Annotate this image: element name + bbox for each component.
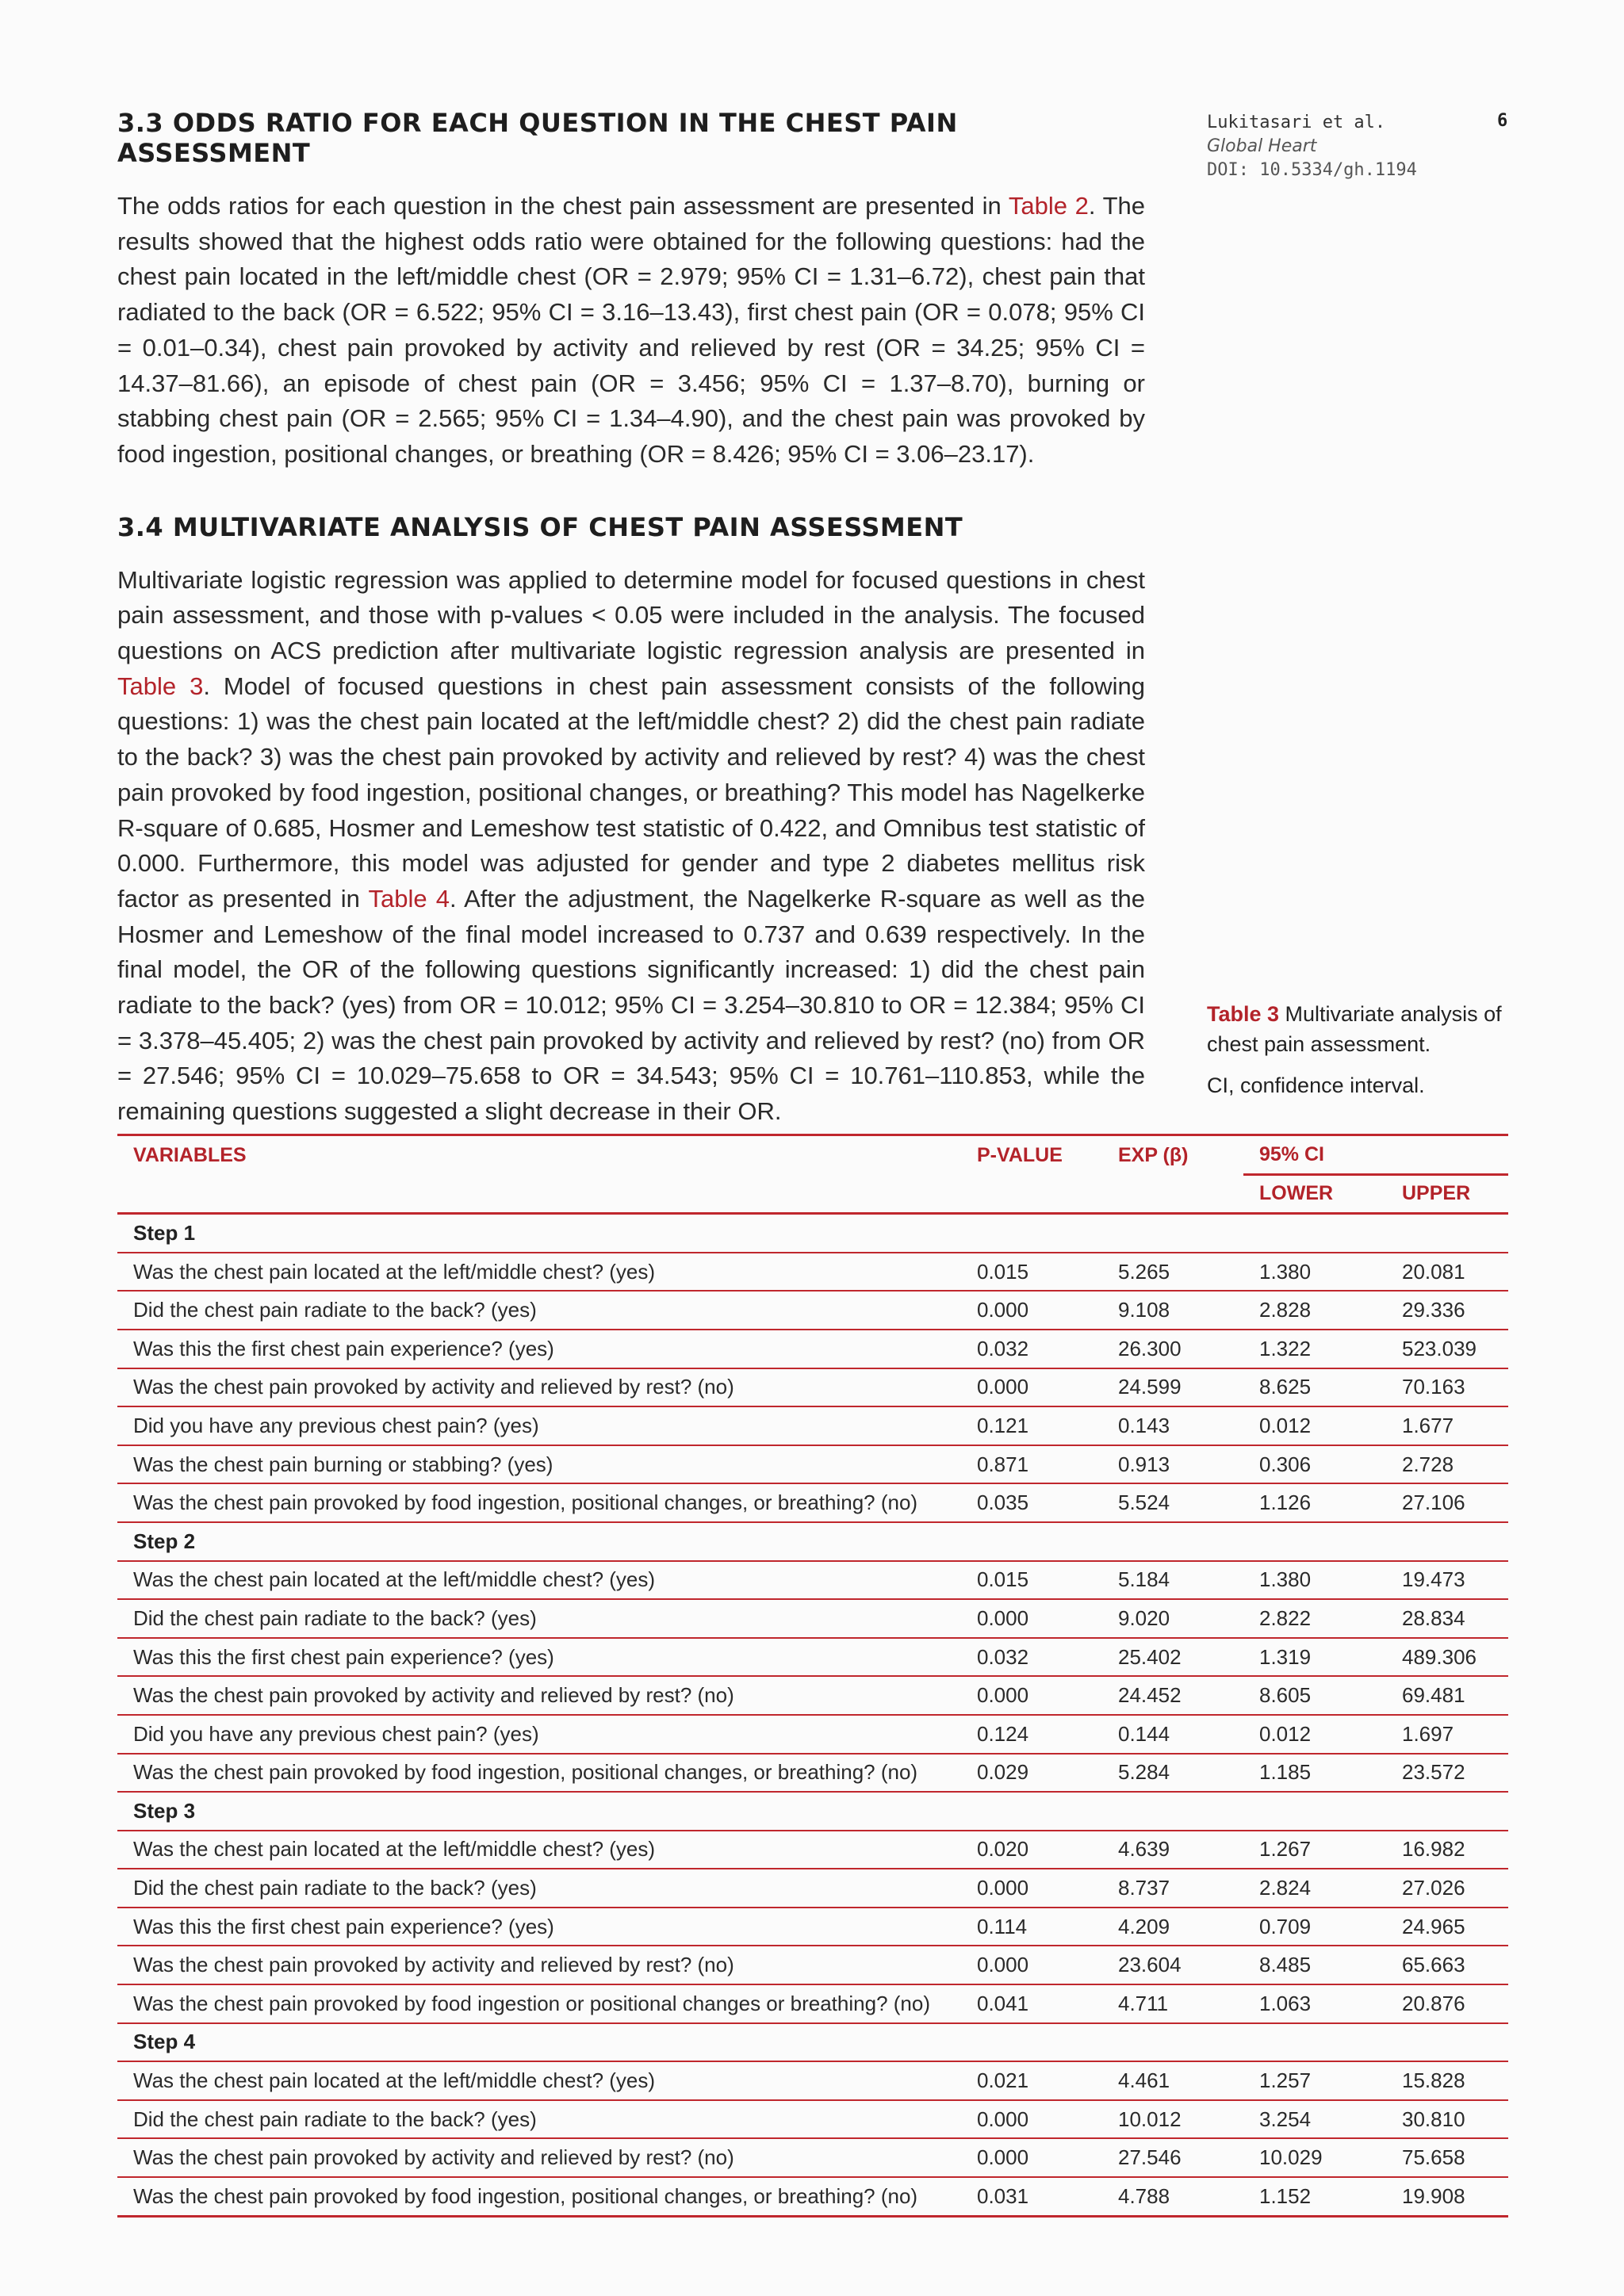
ci-lower-cell: 1.319 xyxy=(1243,1638,1386,1677)
p-value-cell: 0.871 xyxy=(961,1445,1102,1484)
p-value-cell: 0.121 xyxy=(961,1406,1102,1445)
exp-cell: 5.524 xyxy=(1102,1483,1243,1522)
table-row xyxy=(117,1330,1508,1368)
ci-lower-cell: 2.822 xyxy=(1243,1599,1386,1638)
table-row xyxy=(117,1406,1508,1445)
header-upper: UPPER xyxy=(1386,1174,1508,1214)
ci-upper-cell: 2.728 xyxy=(1386,1445,1508,1484)
caption-note: CI, confidence interval. xyxy=(1207,1073,1425,1097)
variable-cell: Was the chest pain provoked by food ingestion, positional changes, or breathing? (no) xyxy=(117,1483,961,1522)
journal-name: Global Heart xyxy=(1207,136,1317,156)
ci-upper-cell: 27.106 xyxy=(1386,1483,1508,1522)
table-row xyxy=(117,1599,1508,1638)
running-header xyxy=(1207,111,1510,182)
p-value-cell: 0.020 xyxy=(961,1831,1102,1869)
exp-cell: 26.300 xyxy=(1102,1330,1243,1368)
table-row xyxy=(117,2100,1508,2139)
variable-cell: Was the chest pain located at the left/middle chest? (yes) xyxy=(117,2061,961,2100)
exp-cell: 0.913 xyxy=(1102,1445,1243,1484)
exp-cell: 27.546 xyxy=(1102,2138,1243,2177)
caption-text: Multivariate analysis of chest pain assessment. xyxy=(1207,1002,1502,1056)
ci-upper-cell: 23.572 xyxy=(1386,1754,1508,1793)
ci-lower-cell: 2.828 xyxy=(1243,1291,1386,1330)
header-blank xyxy=(961,1174,1102,1214)
header-ci: 95% CI xyxy=(1243,1135,1508,1175)
ci-lower-cell: 1.126 xyxy=(1243,1483,1386,1522)
header-blank xyxy=(117,1174,961,1214)
ci-upper-cell: 65.663 xyxy=(1386,1946,1508,1984)
variable-cell: Did the chest pain radiate to the back? (yes) xyxy=(117,1599,961,1638)
paragraph-text: . The results showed that the highest odds ratio were obtained for the following questions: had the chest pain located in the left/middle chest (OR = 2.979; 95% CI = 1.31–6.72), chest pain that radiated to the back (OR = 6.522; 95% CI = 3.16–13.43), first chest pain (OR = 0.078; 95% CI = 0.01–0.34), chest pain provoked by activity and relieved by rest (OR = 34.25; 95% CI = 14.37–81.66), an episode of chest pain (OR = 3.456; 95% CI = 1.37–8.70), burning or stabbing chest pain (OR = 2.565; 95% CI = 1.34–4.90), and the chest pain was provoked by food ingestion, positional changes, or breathing (OR = 8.426; 95% CI = 3.06–23.17). xyxy=(117,192,1145,468)
ci-upper-cell: 20.876 xyxy=(1386,1984,1508,2023)
caption-label: Table 3 xyxy=(1207,1002,1280,1026)
p-value-cell: 0.124 xyxy=(961,1715,1102,1754)
step-row xyxy=(117,1522,1508,1561)
ci-upper-cell: 30.810 xyxy=(1386,2100,1508,2139)
exp-cell: 4.461 xyxy=(1102,2061,1243,2100)
ci-upper-cell: 19.908 xyxy=(1386,2177,1508,2216)
ci-upper-cell: 20.081 xyxy=(1386,1253,1508,1292)
ci-lower-cell: 2.824 xyxy=(1243,1869,1386,1908)
variable-cell: Was the chest pain provoked by food ingestion, positional changes, or breathing? (no) xyxy=(117,2177,961,2216)
table-3-link[interactable]: Table 3 xyxy=(117,672,204,700)
step-row xyxy=(117,1214,1508,1253)
p-value-cell: 0.029 xyxy=(961,1754,1102,1793)
table-row xyxy=(117,1908,1508,1946)
p-value-cell: 0.032 xyxy=(961,1330,1102,1368)
table-row xyxy=(117,1445,1508,1484)
table-row xyxy=(117,2061,1508,2100)
ci-upper-cell: 1.697 xyxy=(1386,1715,1508,1754)
variable-cell: Was the chest pain located at the left/middle chest? (yes) xyxy=(117,1253,961,1292)
paragraph-text: The odds ratios for each question in the chest pain assessment are presented in xyxy=(117,192,1009,220)
table-row xyxy=(117,1561,1508,1600)
variable-cell: Was the chest pain located at the left/middle chest? (yes) xyxy=(117,1561,961,1600)
exp-cell: 4.788 xyxy=(1102,2177,1243,2216)
table-row xyxy=(117,1869,1508,1908)
table-row xyxy=(117,1754,1508,1793)
variable-cell: Was this the first chest pain experience? (yes) xyxy=(117,1330,961,1368)
subheader-row xyxy=(117,1174,1508,1214)
step-label: Step 2 xyxy=(117,1522,1508,1561)
ci-upper-cell: 489.306 xyxy=(1386,1638,1508,1677)
step-label: Step 1 xyxy=(117,1214,1508,1253)
variable-cell: Was the chest pain provoked by activity and relieved by rest? (no) xyxy=(117,1946,961,1984)
table-caption xyxy=(1207,999,1516,1100)
ci-upper-cell: 70.163 xyxy=(1386,1368,1508,1407)
p-value-cell: 0.000 xyxy=(961,1946,1102,1984)
ci-upper-cell: 27.026 xyxy=(1386,1869,1508,1908)
ci-upper-cell: 1.677 xyxy=(1386,1406,1508,1445)
variable-cell: Was this the first chest pain experience? (yes) xyxy=(117,1638,961,1677)
ci-lower-cell: 8.605 xyxy=(1243,1676,1386,1715)
ci-lower-cell: 1.380 xyxy=(1243,1561,1386,1600)
exp-cell: 24.452 xyxy=(1102,1676,1243,1715)
p-value-cell: 0.000 xyxy=(961,1869,1102,1908)
ci-upper-cell: 75.658 xyxy=(1386,2138,1508,2177)
variable-cell: Was the chest pain provoked by activity and relieved by rest? (no) xyxy=(117,2138,961,2177)
p-value-cell: 0.000 xyxy=(961,1676,1102,1715)
table-row xyxy=(117,1253,1508,1292)
header-exp: EXP (β) xyxy=(1102,1135,1243,1175)
table-row xyxy=(117,1368,1508,1407)
p-value-cell: 0.114 xyxy=(961,1908,1102,1946)
p-value-cell: 0.021 xyxy=(961,2061,1102,2100)
variable-cell: Did the chest pain radiate to the back? (yes) xyxy=(117,1291,961,1330)
exp-cell: 5.184 xyxy=(1102,1561,1243,1600)
ci-lower-cell: 1.063 xyxy=(1243,1984,1386,2023)
table-row xyxy=(117,2177,1508,2216)
ci-lower-cell: 0.306 xyxy=(1243,1445,1386,1484)
ci-upper-cell: 69.481 xyxy=(1386,1676,1508,1715)
exp-cell: 24.599 xyxy=(1102,1368,1243,1407)
header-row xyxy=(117,1135,1508,1175)
p-value-cell: 0.000 xyxy=(961,1599,1102,1638)
page-number: 6 xyxy=(1497,111,1508,131)
variable-cell: Was the chest pain provoked by activity and relieved by rest? (no) xyxy=(117,1676,961,1715)
header-p-value: P-VALUE xyxy=(961,1135,1102,1175)
header-lower: LOWER xyxy=(1243,1174,1386,1214)
variable-cell: Did the chest pain radiate to the back? (yes) xyxy=(117,1869,961,1908)
step-row xyxy=(117,1792,1508,1831)
exp-cell: 10.012 xyxy=(1102,2100,1243,2139)
table-row xyxy=(117,1638,1508,1677)
paragraph-text: . Model of focused questions in chest pain assessment consists of the following questions: 1) was the chest pain located at the left/middle chest? 2) did the chest pain radiate to the back? 3) was the chest pain provoked by activity and relieved by rest? 4) was the chest pain provoked by food ingestion, positional changes, or breathing? This model has Nagelkerke R-square of 0.685, Hosmer and Lemeshow test statistic of 0.422, and Omnibus test statistic of 0.000. Furthermore, this model was adjusted for gender and type 2 diabetes mellitus risk factor as presented in xyxy=(117,672,1145,913)
ci-lower-cell: 8.625 xyxy=(1243,1368,1386,1407)
section-heading-3-4: 3.4 MULTIVARIATE ANALYSIS OF CHEST PAIN ASSESSMENT xyxy=(117,511,963,542)
ci-upper-cell: 24.965 xyxy=(1386,1908,1508,1946)
step-label: Step 3 xyxy=(117,1792,1508,1831)
variable-cell: Was the chest pain provoked by activity and relieved by rest? (no) xyxy=(117,1368,961,1407)
p-value-cell: 0.032 xyxy=(961,1638,1102,1677)
ci-lower-cell: 0.012 xyxy=(1243,1406,1386,1445)
p-value-cell: 0.031 xyxy=(961,2177,1102,2216)
main-column xyxy=(117,108,1145,1169)
exp-cell: 23.604 xyxy=(1102,1946,1243,1984)
p-value-cell: 0.000 xyxy=(961,1368,1102,1407)
table-row xyxy=(117,1946,1508,1984)
paragraph-text: Multivariate logistic regression was applied to determine model for focused questions in chest pain assessment, and those with p-values < 0.05 were included in the analysis. The focused questions on ACS prediction after multivariate logistic regression analysis are presented in xyxy=(117,565,1145,665)
table-4-link[interactable]: Table 4 xyxy=(368,884,450,913)
section-heading-3-3: 3.3 ODDS RATIO FOR EACH QUESTION IN THE CHEST PAIN ASSESSMENT xyxy=(117,108,958,168)
variable-cell: Did the chest pain radiate to the back? (yes) xyxy=(117,2100,961,2139)
ci-lower-cell: 1.185 xyxy=(1243,1754,1386,1793)
p-value-cell: 0.015 xyxy=(961,1253,1102,1292)
exp-cell: 9.108 xyxy=(1102,1291,1243,1330)
variable-cell: Was the chest pain provoked by food ingestion, positional changes, or breathing? (no) xyxy=(117,1754,961,1793)
table-row xyxy=(117,1291,1508,1330)
table-2-link[interactable]: Table 2 xyxy=(1008,192,1089,220)
ci-lower-cell: 1.257 xyxy=(1243,2061,1386,2100)
section-3-3-paragraph xyxy=(117,189,1145,473)
p-value-cell: 0.035 xyxy=(961,1483,1102,1522)
p-value-cell: 0.000 xyxy=(961,2138,1102,2177)
p-value-cell: 0.015 xyxy=(961,1561,1102,1600)
ci-upper-cell: 28.834 xyxy=(1386,1599,1508,1638)
section-3-4-paragraph xyxy=(117,563,1145,1130)
ci-lower-cell: 1.380 xyxy=(1243,1253,1386,1292)
variable-cell: Was this the first chest pain experience? (yes) xyxy=(117,1908,961,1946)
variable-cell: Was the chest pain burning or stabbing? (yes) xyxy=(117,1445,961,1484)
table-row xyxy=(117,1483,1508,1522)
exp-cell: 4.711 xyxy=(1102,1984,1243,2023)
exp-cell: 5.265 xyxy=(1102,1253,1243,1292)
exp-cell: 8.737 xyxy=(1102,1869,1243,1908)
ci-lower-cell: 1.267 xyxy=(1243,1831,1386,1869)
table-row xyxy=(117,1831,1508,1869)
doi-link[interactable]: DOI: 10.5334/gh.1194 xyxy=(1207,160,1417,180)
p-value-cell: 0.041 xyxy=(961,1984,1102,2023)
exp-cell: 0.144 xyxy=(1102,1715,1243,1754)
header-blank xyxy=(1102,1174,1243,1214)
ci-upper-cell: 16.982 xyxy=(1386,1831,1508,1869)
variable-cell: Did you have any previous chest pain? (yes) xyxy=(117,1715,961,1754)
table-row xyxy=(117,1715,1508,1754)
variable-cell: Did you have any previous chest pain? (yes) xyxy=(117,1406,961,1445)
multivariate-table xyxy=(117,1134,1508,2218)
exp-cell: 25.402 xyxy=(1102,1638,1243,1677)
table-row xyxy=(117,1676,1508,1715)
exp-cell: 5.284 xyxy=(1102,1754,1243,1793)
ci-upper-cell: 29.336 xyxy=(1386,1291,1508,1330)
table-row xyxy=(117,2138,1508,2177)
exp-cell: 9.020 xyxy=(1102,1599,1243,1638)
table-row xyxy=(117,1984,1508,2023)
ci-lower-cell: 3.254 xyxy=(1243,2100,1386,2139)
exp-cell: 4.639 xyxy=(1102,1831,1243,1869)
step-row xyxy=(117,2023,1508,2062)
p-value-cell: 0.000 xyxy=(961,1291,1102,1330)
header-variables: VARIABLES xyxy=(117,1135,961,1175)
exp-cell: 4.209 xyxy=(1102,1908,1243,1946)
ci-lower-cell: 10.029 xyxy=(1243,2138,1386,2177)
ci-upper-cell: 523.039 xyxy=(1386,1330,1508,1368)
ci-lower-cell: 0.709 xyxy=(1243,1908,1386,1946)
ci-upper-cell: 19.473 xyxy=(1386,1561,1508,1600)
caption-title xyxy=(1207,999,1516,1059)
ci-lower-cell: 1.322 xyxy=(1243,1330,1386,1368)
ci-lower-cell: 8.485 xyxy=(1243,1946,1386,1984)
author-line: Lukitasari et al. xyxy=(1207,113,1386,132)
paragraph-text: . After the adjustment, the Nagelkerke R-square as well as the Hosmer and Lemeshow of the final model increased to 0.737 and 0.639 respectively. In the final model, the OR of the following questions significantly increased: 1) did the chest pain radiate to the back? (yes) from OR = 10.012; 95% CI = 3.254–30.810 to OR = 12.384; 95% CI = 3.378–45.405; 2) was the chest pain provoked by activity and relieved by rest? (no) from OR = 27.546; 95% CI = 10.029–75.658 to OR = 34.543; 95% CI = 10.761–110.853, while the remaining questions suggested a slight decrease in their OR. xyxy=(117,884,1146,1126)
step-label: Step 4 xyxy=(117,2023,1508,2062)
p-value-cell: 0.000 xyxy=(961,2100,1102,2139)
ci-lower-cell: 0.012 xyxy=(1243,1715,1386,1754)
ci-lower-cell: 1.152 xyxy=(1243,2177,1386,2216)
ci-upper-cell: 15.828 xyxy=(1386,2061,1508,2100)
exp-cell: 0.143 xyxy=(1102,1406,1243,1445)
variable-cell: Was the chest pain provoked by food ingestion or positional changes or breathing? (no) xyxy=(117,1984,961,2023)
variable-cell: Was the chest pain located at the left/middle chest? (yes) xyxy=(117,1831,961,1869)
